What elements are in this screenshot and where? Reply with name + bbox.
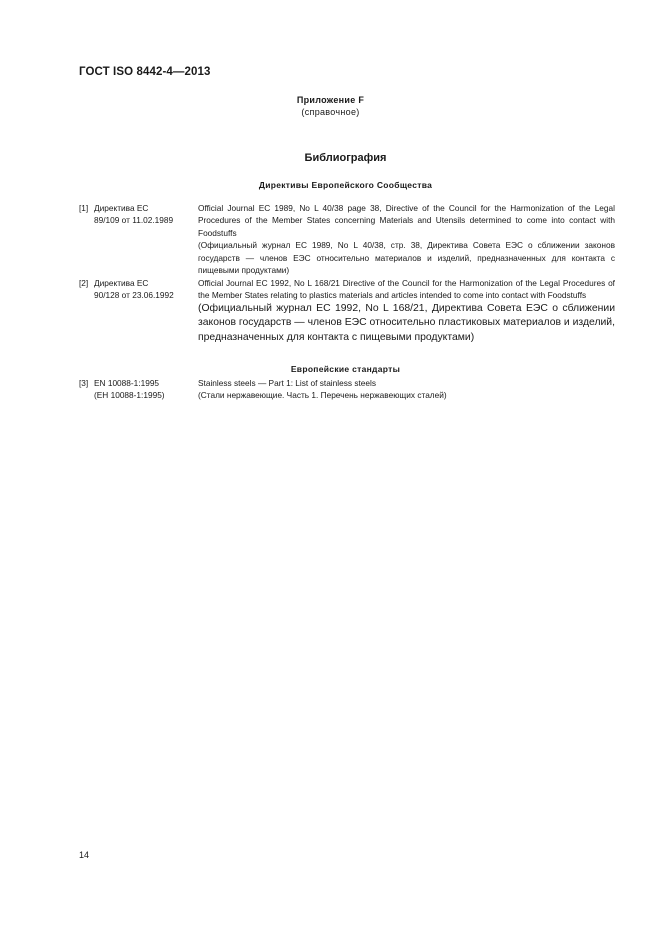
entry-english-title: Official Journal EC 1992, No L 168/21 Directive of the Council for the Harmonization of the Legal Procedures of the Member States relating to plastics materials and articles intended to come into contact with Foodstuffs [198, 278, 615, 301]
page-number: 14 [79, 850, 90, 860]
entry-english-title: Stainless steels — Part 1: List of stainless steels [198, 378, 376, 388]
entry-body [198, 377, 615, 402]
annex-subtitle: (справочное) [301, 107, 360, 117]
entry-number: [3] [79, 378, 89, 388]
entry-body [198, 277, 615, 346]
entry-russian-title: (Стали нержавеющие. Часть 1. Перечень нержавеющих сталей) [198, 390, 447, 401]
bibliography-title: Библиография [304, 152, 387, 164]
section-heading-european-standards: Европейские стандарты [290, 364, 401, 374]
annex-title: Приложение F [296, 95, 365, 105]
entry-russian-title: (Официальный журнал ЕС 1989, No L 40/38, стр. 38, Директива Совета ЕЭС о сближении законов государств — членов ЕЭС относительно материалов и изделий, предназначенных для контакта с пищевыми продуктами) [198, 240, 615, 276]
entry-russian-title: (Официальный журнал ЕС 1992, No L 168/21, Директива Совета ЕЭС о сближении законов государств — членов ЕЭС относительно пластиковых материалов и изделий, предназначенных для контакта с пищевыми продуктами) [198, 302, 615, 343]
entry-reference: Директива ЕС 89/109 от 11.02.1989 [94, 203, 174, 226]
entry-body [198, 202, 615, 276]
entry-reference: Директива ЕС 90/128 от 23.06.1992 [94, 278, 174, 301]
entry-english-title: Official Journal EC 1989, No L 40/38 page 38, Directive of the Council for the Harmonization of the Legal Procedures of the Member States concerning Materials and Utensils determined to come into contact with Foodstuffs [198, 203, 615, 238]
entry-reference: EN 10088-1:1995 (ЕН 10088-1:1995) [94, 378, 165, 401]
entry-number: [1] [79, 203, 89, 213]
document-code-header: ГОСТ ISO 8442-4—2013 [79, 66, 211, 78]
section-heading-ec-directives: Директивы Европейского Сообщества [258, 180, 433, 190]
entry-number: [2] [79, 278, 89, 288]
